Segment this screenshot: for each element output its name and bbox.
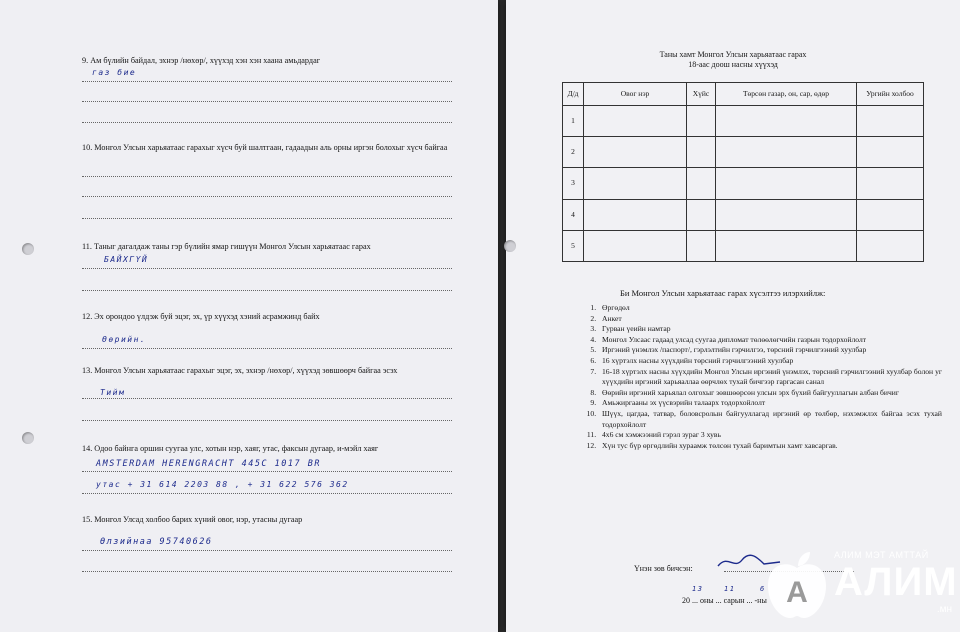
list-item: 11. 4х6 см хэмжээний гэрэл зураг 3 хувь — [598, 430, 942, 441]
list-item: 4. Монгол Улсаас гадаад улсад суугаа дипломат төлөөлөгчийн газрын тодорхойлолт — [598, 335, 942, 346]
col-number: Д/д — [563, 83, 584, 106]
answer-line — [82, 81, 452, 82]
answer-12: Өөрийн. — [102, 335, 147, 344]
row-number: 1 — [563, 106, 584, 137]
row-number: 3 — [563, 168, 584, 199]
list-item: 12. Хүн тус бүр өргөдлийн хураамж төлсөн тухай баримтын хамт хавсаргав. — [598, 441, 942, 452]
document-list — [580, 303, 942, 451]
list-item: 8. Өөрийн иргэний харьялал олгохыг зөвшөөрсөн улсын эрх бүхий байгууллагын албан бичиг — [598, 388, 942, 399]
list-item: 6. 16 хүртэлх насны хүүхдийн төрсний гэрчилгээний хуулбар — [598, 356, 942, 367]
col-name: Овог нэр — [584, 83, 687, 106]
answer-line — [82, 420, 452, 421]
row-number: 5 — [563, 230, 584, 261]
date-year: 13 — [692, 585, 704, 593]
alim-watermark — [764, 546, 958, 624]
answer-9: газ бие — [92, 68, 137, 77]
question-12: 12. Эх орондоо үлдэж буй эцэг, эх, үр хүүхэд хэний асрамжинд байх — [82, 312, 320, 321]
table-row — [563, 106, 924, 137]
request-heading: Би Монгол Улсын харьяатаас гарах хүсэлтээ илэрхийлж: — [620, 288, 826, 298]
date-day: 6 — [760, 585, 766, 593]
list-item: 5. Иргэний үнэмлэх /паспорт/, гэрлэлтийн гэрчилгээ, төрсний гэрчилгээний хуулбар — [598, 345, 942, 356]
list-item: 1. Өргөдөл — [598, 303, 942, 314]
answer-line — [82, 176, 452, 177]
children-table — [562, 82, 924, 262]
watermark-tagline: АЛИМ МЭТ АМТТАЙ — [834, 550, 929, 560]
table-header-row — [563, 83, 924, 106]
answer-line — [82, 398, 452, 399]
question-9: 9. Ам бүлийн байдал, эхнэр /нөхөр/, хүүхэд хэн хэн хаана амьдардаг — [82, 56, 321, 65]
table-subtitle: 18-аас доош насны хүүхэд — [688, 60, 778, 69]
col-gender: Хүйс — [687, 83, 716, 106]
answer-line — [82, 101, 452, 102]
answer-line — [82, 571, 452, 572]
list-item: 10. Шүүх, цагдаа, татвар, боловсролын байгууллагад иргэний өр төлбөр, нэхэмжлэх байгаа эсэх тухай тодорхойлолт — [598, 409, 942, 430]
table-row — [563, 168, 924, 199]
question-11: 11. Таныг дагалдаж таны гэр бүлийн ямар гишүүн Монгол Улсын харьяатаас гарах — [82, 242, 371, 251]
question-15: 15. Монгол Улсад холбоо барих хүний овог, нэр, утасны дугаар — [82, 515, 303, 524]
answer-line — [82, 550, 452, 551]
answer-14-phones: утас + 31 614 2203 88 , + 31 622 576 362 — [96, 480, 349, 489]
table-row — [563, 230, 924, 261]
question-10: 10. Монгол Улсын харьяатаас гарахыг хүсч буй шалтгаан, гадаадын аль орны иргэн болохыг хүсч байгаа — [82, 143, 448, 152]
col-relation: Ургийн холбоо — [857, 83, 924, 106]
answer-15: Өлзийнаа 95740626 — [100, 537, 213, 547]
table-row — [563, 137, 924, 168]
punch-hole — [22, 243, 34, 255]
answer-line — [82, 218, 452, 219]
list-item: 9. Амьжиргааны эх үүсвэрийн талаарх тодорхойлолт — [598, 398, 942, 409]
punch-hole — [22, 432, 34, 444]
apple-logo-icon — [764, 550, 830, 620]
signature-label: Үнэн зөв бичсэн: — [634, 564, 693, 573]
watermark-brand: АЛИМ — [834, 560, 958, 604]
answer-line — [82, 471, 452, 472]
table-title: Таны хамт Монгол Улсын харьяатаас гарах — [659, 50, 807, 59]
answer-13: Тийм — [100, 388, 126, 397]
logo-letter: A — [786, 576, 808, 609]
answer-line — [82, 268, 452, 269]
row-number: 4 — [563, 199, 584, 230]
answer-line — [82, 122, 452, 123]
answer-11: БАЙХГҮЙ — [104, 255, 149, 264]
date-month: 11 — [724, 585, 736, 593]
question-14: 14. Одоо байнга оршин суугаа улс, хотын нэр, хаяг, утас, факсын дугаар, и-мэйл хаяг — [82, 444, 379, 453]
right-page — [506, 0, 960, 632]
answer-line — [82, 290, 452, 291]
punch-hole — [504, 240, 516, 252]
answer-line — [82, 348, 452, 349]
list-item: 2. Анкет — [598, 314, 942, 325]
watermark-suffix: .мн — [936, 604, 952, 615]
date-line: 20 ... оны ... сарын ... -ны — [682, 596, 767, 605]
answer-line — [82, 196, 452, 197]
list-item: 3. Гурван үеийн намтар — [598, 324, 942, 335]
row-number: 2 — [563, 137, 584, 168]
answer-14-address: AMSTERDAM HERENGRACHT 445C 1017 BR — [96, 459, 321, 469]
list-item: 7. 16-18 хүртэлх насны хүүхдийн Монгол Улсын иргэний үнэмлэх, төрсний гэрчилгээний хуулбар болон уг хүүхдийн иргэний харьяаллаа өөрчлөх тухай бичгээр гаргасан санал — [598, 367, 942, 388]
table-row — [563, 199, 924, 230]
answer-line — [82, 493, 452, 494]
col-birth: Төрсөн газар, он, сар, өдөр — [716, 83, 857, 106]
question-13: 13. Монгол Улсын харьяатаас гарахыг эцэг, эх, эхнэр /нөхөр/, хүүхэд зөвшөөрч байгаа эсэх — [82, 366, 398, 375]
